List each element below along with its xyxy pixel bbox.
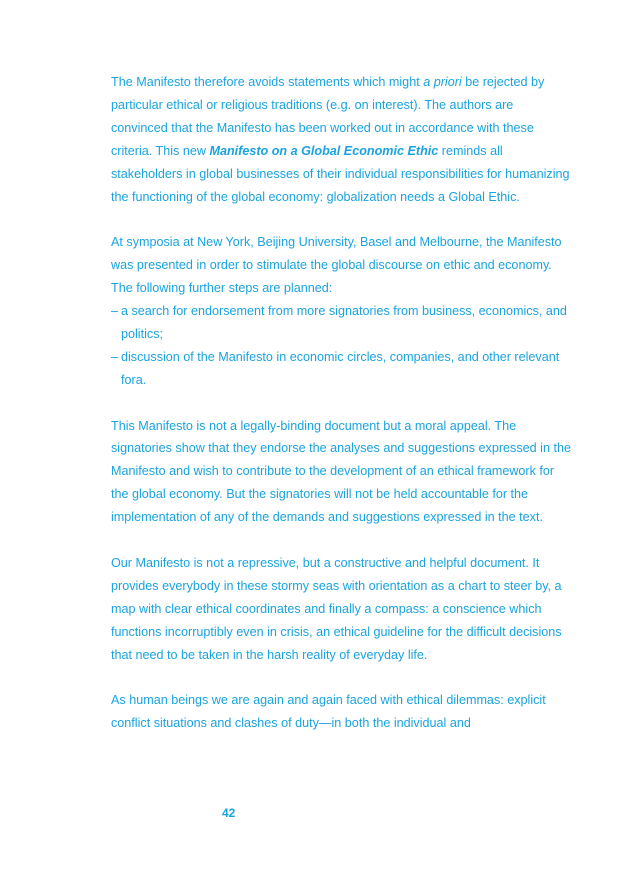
paragraph-criteria-part3: reminds all stakeholders in global businesses of their individual responsibilities for humanizing the functioning of the global economy: globalization needs a Global Ethic. [111, 143, 570, 204]
list-item [111, 346, 571, 392]
paragraph-symposia [111, 231, 571, 391]
list-dash: – [111, 349, 119, 364]
planned-steps-list [111, 300, 571, 392]
paragraph-criteria [111, 71, 571, 208]
paragraph-constructive: Our Manifesto is not a repressive, but a constructive and helpful document. It provides everybody in these stormy seas with orientation as a chart to steer by, a map with clear ethical coordinates and finally a compass: a conscience which functions incorruptibly even in crisis, an ethical guideline for the difficult decisions that need to be taken in the harsh reality of everyday life. [111, 555, 562, 662]
list-item [111, 300, 571, 346]
paragraph-dilemmas: As human beings we are again and again faced with ethical dilemmas: explicit conflict situations and clashes of duty—in both the individual and [111, 693, 546, 731]
paragraph-moral-appeal: This Manifesto is not a legally-binding document but a moral appeal. The signatories show that they endorse the analyses and suggestions expressed in the Manifesto and wish to contribute to the development of an ethical framework for the global economy. But the signatories will not be held accountable for the implementation of any of the demands and suggestions expressed in the text. [111, 418, 571, 525]
list-dash: – [111, 304, 119, 319]
body-text [111, 71, 571, 735]
page-number: 42 [222, 806, 236, 820]
a-priori-term: a priori [423, 75, 462, 89]
list-item-text: a search for endorsement from more signatories from business, economics, and politics; [121, 304, 567, 341]
manifesto-title: Manifesto on a Global Economic Ethic [209, 143, 439, 158]
paragraph-criteria-part2: be rejected by particular ethical or religious traditions (e.g. on interest). The authors are convinced that the Manifesto has been worked out in accordance with these criteria. This new [111, 75, 545, 158]
paragraph-criteria-part1: The Manifesto therefore avoids statements which might [111, 75, 424, 89]
list-item-text: discussion of the Manifesto in economic circles, companies, and other relevant fora. [121, 349, 560, 387]
paragraph-symposia-intro: At symposia at New York, Beijing University, Basel and Melbourne, the Manifesto was presented in order to stimulate the global discourse on ethic and economy. The following further steps are planned: [111, 235, 562, 296]
